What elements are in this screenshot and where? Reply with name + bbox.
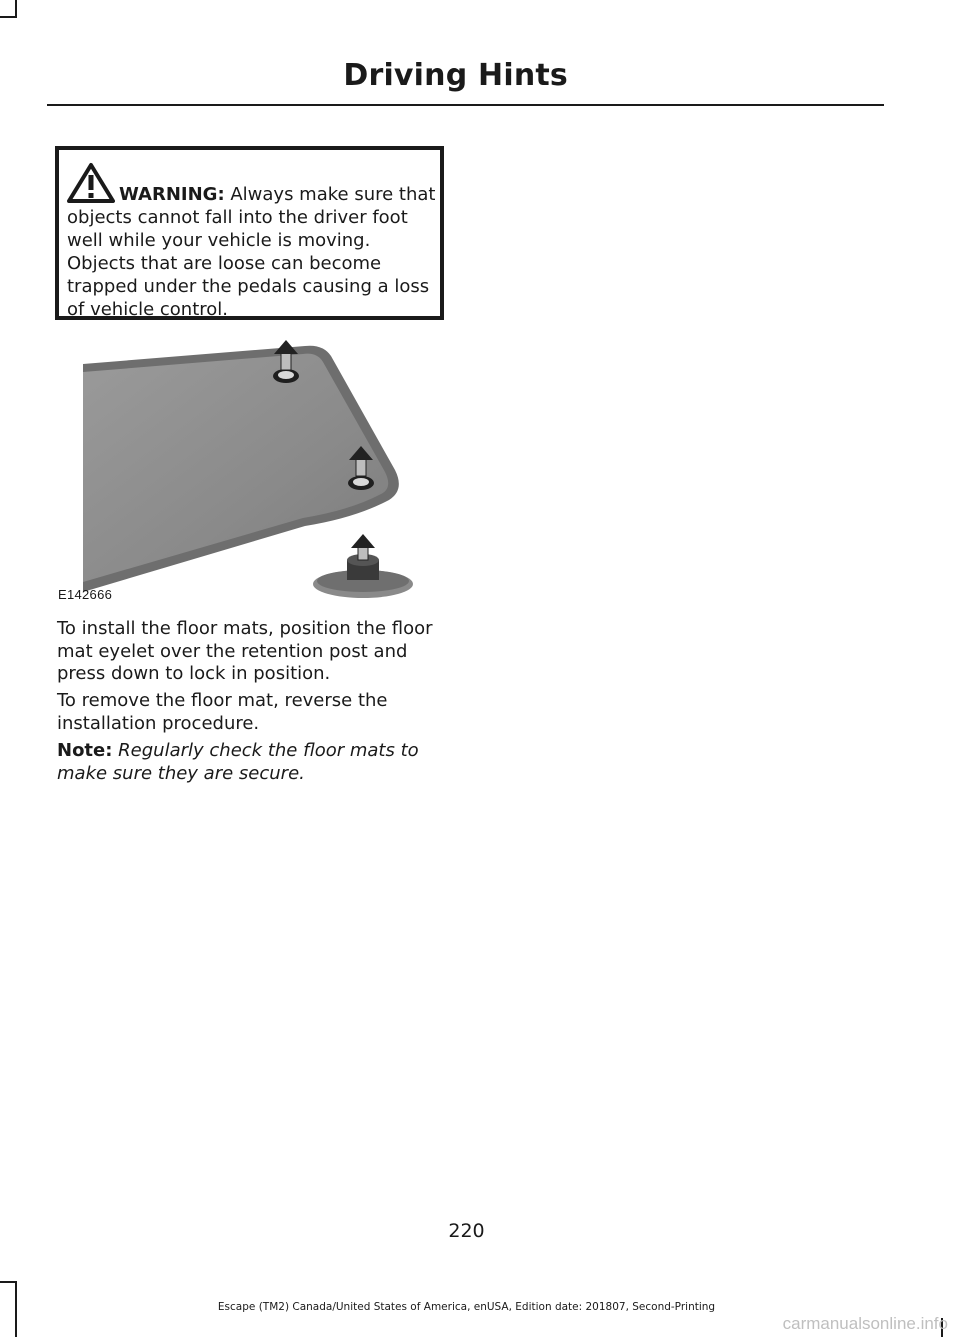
install-paragraph: To install the floor mats, position the floor mat eyelet over the retention post and press down to lock in position.: [57, 618, 433, 684]
note-paragraph: [57, 740, 452, 785]
note-label: Note:: [57, 740, 113, 761]
remove-paragraph: To remove the floor mat, reverse the installation procedure.: [57, 690, 388, 734]
page-title: Driving Hints: [343, 58, 568, 93]
warning-box: [55, 146, 444, 320]
crop-mark-top-left-h: [0, 16, 17, 18]
figure-id: E142666: [58, 587, 113, 602]
floor-mat-figure: [55, 330, 445, 602]
warning-label: WARNING:: [119, 184, 225, 205]
page-number: 220: [448, 1220, 485, 1242]
watermark: carmanualsonline.info: [782, 1314, 948, 1333]
note-text: Regularly check the floor mats to make sure they are secure.: [57, 740, 419, 784]
floor-mat-illustration: [55, 330, 445, 602]
warning-body: Always make sure that objects cannot fall into the driver foot well while your vehicle is moving. Objects that are loose can become trapped under the pedals causing a loss of vehicle control.: [67, 184, 436, 320]
warning-text: [67, 183, 439, 321]
crop-mark-bottom-left-h: [0, 1281, 17, 1283]
edition-footer: Escape (TM2) Canada/United States of America, enUSA, Edition date: 201807, Second-Printing: [217, 1301, 716, 1313]
header-divider: [47, 104, 884, 106]
